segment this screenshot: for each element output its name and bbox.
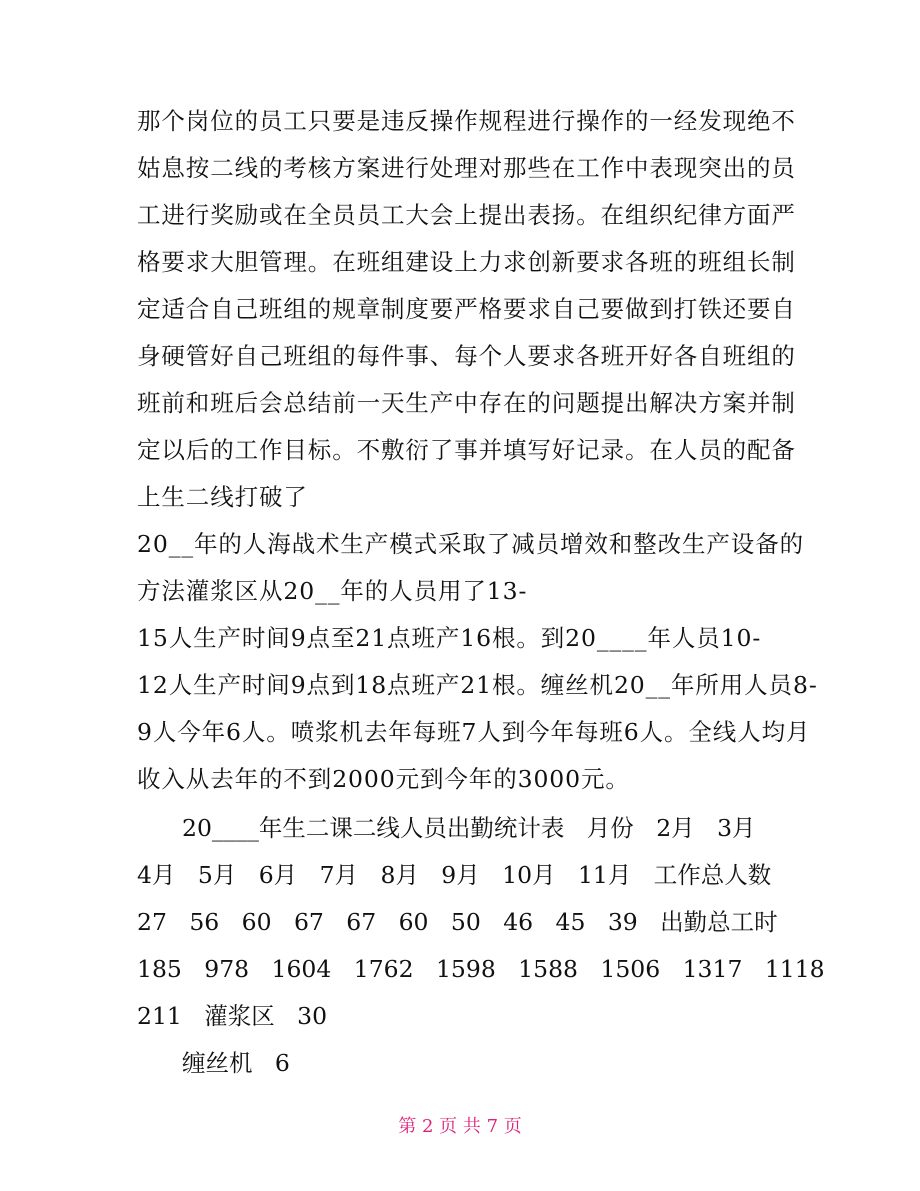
text-line: 格要求大胆管理。在班组建设上力求创新要求各班的班组长制 — [137, 248, 796, 276]
page-footer: 第 2 页 共 7 页 — [398, 1116, 522, 1137]
text-line: 班前和班后会总结前一天生产中存在的问题提出解决方案并制 — [137, 389, 796, 417]
text-line: 姑息按二线的考核方案进行处理对那些在工作中表现突出的员 — [137, 154, 796, 182]
text-line: 12人生产时间9点到18点班产21根。缠丝机20__年所用人员8- — [137, 671, 818, 699]
text-line: 15人生产时间9点至21点班产16根。到20____年人员10- — [137, 624, 762, 652]
text-line: 工进行奖励或在全员员工大会上提出表扬。在组织纪律方面严 — [137, 201, 796, 229]
table-line: 211 灌浆区 30 — [137, 1002, 328, 1030]
table-line: 185 978 1604 1762 1598 1588 1506 1317 1118 — [137, 955, 825, 983]
table-line: 27 56 60 67 67 60 50 46 45 39 出勤总工时 — [137, 908, 778, 936]
text-line: 9人今年6人。喷浆机去年每班7人到今年每班6人。全线人均月 — [137, 718, 811, 746]
text-line: 20__年的人海战术生产模式采取了减员增效和整改生产设备的 — [137, 530, 805, 558]
text-line: 那个岗位的员工只要是违反操作规程进行操作的一经发现绝不 — [137, 107, 796, 135]
text-line: 身硬管好自己班组的每件事、每个人要求各班开好各自班组的 — [137, 342, 796, 370]
text-line: 收入从去年的不到2000元到今年的3000元。 — [137, 765, 630, 793]
text-line: 上生二线打破了 — [137, 483, 308, 511]
table-line: 4月 5月 6月 7月 8月 9月 10月 11月 工作总人数 — [137, 861, 772, 889]
text-line: 定适合自己班组的规章制度要严格要求自己要做到打铁还要自 — [137, 295, 796, 323]
table-title-line: 20____年生二课二线人员出勤统计表 月份 2月 3月 — [182, 814, 756, 842]
table-line: 缠丝机 6 — [182, 1049, 290, 1077]
text-line: 方法灌浆区从20__年的人员用了13- — [137, 577, 528, 605]
text-line: 定以后的工作目标。不敷衍了事并填写好记录。在人员的配备 — [137, 436, 796, 464]
attendance-table-text — [137, 805, 825, 1087]
body-paragraph — [137, 98, 818, 803]
